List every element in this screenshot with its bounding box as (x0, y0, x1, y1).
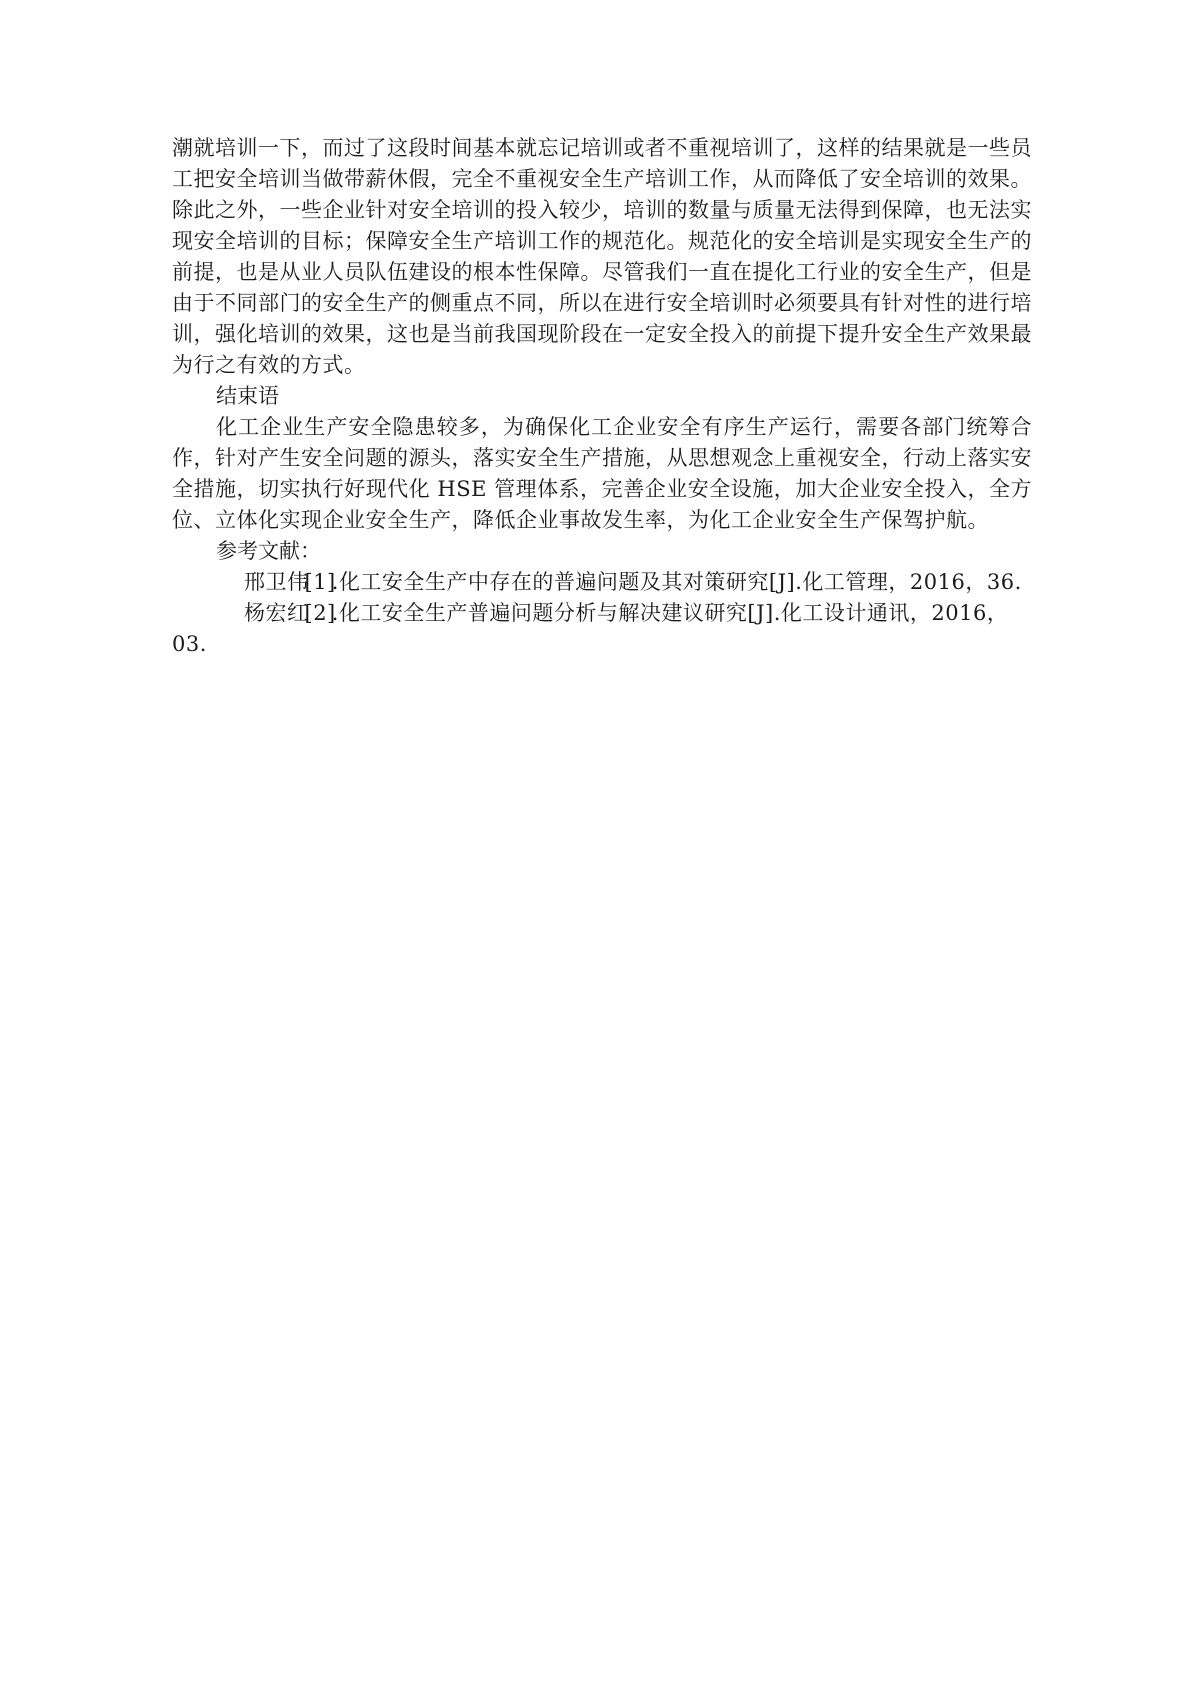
conclusion-paragraph: 化工企业生产安全隐患较多，为确保化工企业安全有序生产运行，需要各部门统筹合作，针对产生安全问题的源头，落实安全生产措施，从思想观念上重视安全，行动上落实安全措施，切实执行好现代化 HSE 管理体系，完善企业安全设施，加大企业安全投入，全方位、立体化实现企业安全生产，降低企业事故发生率，为化工企业安全生产保驾护航。 (172, 415, 1032, 532)
reference-number: [2] (304, 601, 336, 625)
references-heading: 参考文献： (216, 539, 321, 563)
document-body (172, 133, 1032, 660)
reference-author: 邢卫伟 (244, 570, 309, 594)
reference-text: .化工安全生产中存在的普遍问题及其对策研究[J].化工管理，2016，36. (331, 570, 1022, 594)
reference-item-1 (172, 567, 1032, 598)
reference-number: [1] (304, 570, 336, 594)
reference-text: .化工安全生产普遍问题分析与解决建议研究[J].化工设计通讯，2016，03. (172, 601, 1009, 656)
reference-item-2 (172, 598, 1032, 660)
conclusion-heading: 结束语 (216, 384, 279, 408)
body-paragraph-continued: 潮就培训一下，而过了这段时间基本就忘记培训或者不重视培训了，这样的结果就是一些员工把安全培训当做带薪休假，完全不重视安全生产培训工作，从而降低了安全培训的效果。除此之外，一些企业针对安全培训的投入较少，培训的数量与质量无法得到保障，也无法实现安全培训的目标；保障安全生产培训工作的规范化。规范化的安全培训是实现安全生产的前提，也是从业人员队伍建设的根本性保障。尽管我们一直在提化工行业的安全生产，但是由于不同部门的安全生产的侧重点不同，所以在进行安全培训时必须要具有针对性的进行培训，强化培训的效果，这也是当前我国现阶段在一定安全投入的前提下提升安全生产效果最为行之有效的方式。 (172, 136, 1032, 377)
reference-author: 杨宏红 (244, 601, 309, 625)
